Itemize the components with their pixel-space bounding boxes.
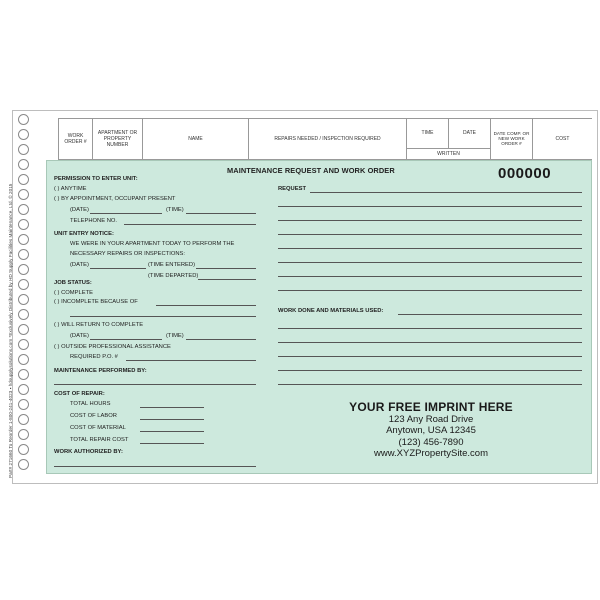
order-number: 000000 (498, 165, 552, 182)
return-date-field[interactable] (90, 339, 162, 340)
binder-hole (18, 129, 29, 140)
binder-hole (18, 429, 29, 440)
time-departed-field[interactable] (198, 279, 256, 280)
binder-hole (18, 414, 29, 425)
binder-hole (18, 399, 29, 410)
imprint-website: www.XYZPropertySite.com (373, 448, 489, 459)
binder-hole (18, 219, 29, 230)
binder-hole (18, 159, 29, 170)
work-done-line[interactable] (278, 384, 582, 385)
binder-hole (18, 384, 29, 395)
binder-hole (18, 354, 29, 365)
appointment-option[interactable]: ( ) BY APPOINTMENT, OCCUPANT PRESENT (54, 196, 176, 202)
binder-hole (18, 309, 29, 320)
request-line[interactable] (278, 206, 582, 207)
performed-by-field[interactable] (54, 384, 256, 385)
notice-date-field[interactable] (90, 268, 146, 269)
request-line[interactable] (278, 248, 582, 249)
binder-hole (18, 369, 29, 380)
incomplete-reason-field-2[interactable] (70, 316, 256, 317)
request-heading: REQUEST (278, 186, 307, 192)
header-work-order: WORK ORDER # (58, 118, 92, 159)
work-done-line[interactable] (398, 314, 582, 315)
entry-notice-line2: NECESSARY REPAIRS OR INSPECTIONS: (70, 251, 186, 257)
required-po-field[interactable] (126, 360, 256, 361)
header-date: DATE (448, 118, 490, 148)
work-done-line[interactable] (278, 328, 582, 329)
binder-hole (18, 279, 29, 290)
binder-hole (18, 249, 29, 260)
return-time-label: (TIME) (166, 333, 184, 339)
total-repair-field[interactable] (140, 443, 204, 444)
work-done-line[interactable] (278, 370, 582, 371)
time-entered-field[interactable] (196, 268, 256, 269)
request-line[interactable] (278, 290, 582, 291)
work-done-heading: WORK DONE AND MATERIALS USED: (278, 308, 384, 314)
written-divider (406, 148, 490, 149)
incomplete-option[interactable]: ( ) INCOMPLETE BECAUSE OF (54, 299, 138, 305)
work-done-line[interactable] (278, 356, 582, 357)
header-apartment: APARTMENT OR PROPERTY NUMBER (92, 118, 142, 159)
binder-hole (18, 234, 29, 245)
binder-hole (18, 444, 29, 455)
return-time-field[interactable] (186, 339, 256, 340)
permission-heading: PERMISSION TO ENTER UNIT: (54, 176, 138, 182)
work-order-body (46, 160, 592, 474)
header-cost: COST (532, 118, 592, 159)
notice-date-label: (DATE) (70, 262, 89, 268)
total-hours-field[interactable] (140, 407, 204, 408)
anytime-option[interactable]: ( ) ANYTIME (54, 186, 87, 192)
entry-notice-line1: WE WERE IN YOUR APARTMENT TODAY TO PERFORM THE (70, 241, 235, 247)
required-po-label: REQUIRED P.O. # (70, 354, 118, 360)
request-line[interactable] (278, 220, 582, 221)
authorized-by-heading: WORK AUTHORIZED BY: (54, 449, 123, 455)
binder-holes (18, 114, 38, 480)
request-line[interactable] (278, 234, 582, 235)
cost-repair-heading: COST OF REPAIR: (54, 391, 105, 397)
binder-hole (18, 339, 29, 350)
request-line[interactable] (278, 276, 582, 277)
binder-hole (18, 189, 29, 200)
reorder-side-text: Part# 271660 To Reorder 1-800-241-4023 ▪ hdsupplysolutions.com *Exclusively Distributed by HD Supply Facilities Maintenance, Ltd. © 2015 (8, 183, 13, 478)
request-line[interactable] (310, 192, 582, 193)
binder-hole (18, 204, 29, 215)
will-return-option[interactable]: ( ) WILL RETURN TO COMPLETE (54, 322, 144, 328)
entry-notice-heading: UNIT ENTRY NOTICE: (54, 231, 114, 237)
imprint-city: Anytown, USA 12345 (386, 425, 476, 436)
cost-material-field[interactable] (140, 431, 204, 432)
total-repair-label: TOTAL REPAIR COST (70, 437, 129, 443)
log-header-table (58, 118, 592, 159)
work-done-line[interactable] (278, 342, 582, 343)
job-status-heading: JOB STATUS: (54, 280, 92, 286)
cost-labor-field[interactable] (140, 419, 204, 420)
header-name: NAME (142, 118, 248, 159)
permission-time-label: (TIME) (166, 207, 184, 213)
imprint-phone: (123) 456-7890 (398, 437, 464, 448)
form-title: MAINTENANCE REQUEST AND WORK ORDER (227, 166, 395, 175)
binder-hole (18, 174, 29, 185)
binder-hole (18, 114, 29, 125)
request-line[interactable] (278, 262, 582, 263)
imprint-headline: YOUR FREE IMPRINT HERE (349, 400, 513, 414)
return-date-label: (DATE) (70, 333, 89, 339)
header-time: TIME (406, 118, 448, 148)
performed-by-heading: MAINTENANCE PERFORMED BY: (54, 368, 147, 374)
authorized-by-field[interactable] (54, 466, 256, 467)
binder-hole (18, 294, 29, 305)
permission-date-label: (DATE) (70, 207, 89, 213)
binder-hole (18, 144, 29, 155)
header-written: WRITTEN (406, 148, 490, 159)
time-entered-label: (TIME ENTERED) (148, 262, 196, 268)
permission-date-field[interactable] (90, 213, 162, 214)
binder-hole (18, 324, 29, 335)
imprint-address: 123 Any Road Drive (388, 414, 474, 425)
complete-option[interactable]: ( ) COMPLETE (54, 290, 93, 296)
total-hours-label: TOTAL HOURS (70, 401, 111, 407)
outside-assistance-option[interactable]: ( ) OUTSIDE PROFESSIONAL ASSISTANCE (54, 344, 171, 350)
telephone-label: TELEPHONE NO. (70, 218, 118, 224)
time-departed-label: (TIME DEPARTED) (148, 273, 199, 279)
incomplete-reason-field[interactable] (156, 305, 256, 306)
binder-hole (18, 459, 29, 470)
binder-hole (18, 264, 29, 275)
cost-material-label: COST OF MATERIAL (70, 425, 126, 431)
header-repairs: REPAIRS NEEDED / INSPECTION REQUIRED (248, 118, 406, 159)
telephone-field[interactable] (124, 224, 256, 225)
permission-time-field[interactable] (186, 213, 256, 214)
cost-labor-label: COST OF LABOR (70, 413, 117, 419)
header-date-complete: DATE COMP. OR NEW WORK ORDER # (490, 118, 532, 159)
